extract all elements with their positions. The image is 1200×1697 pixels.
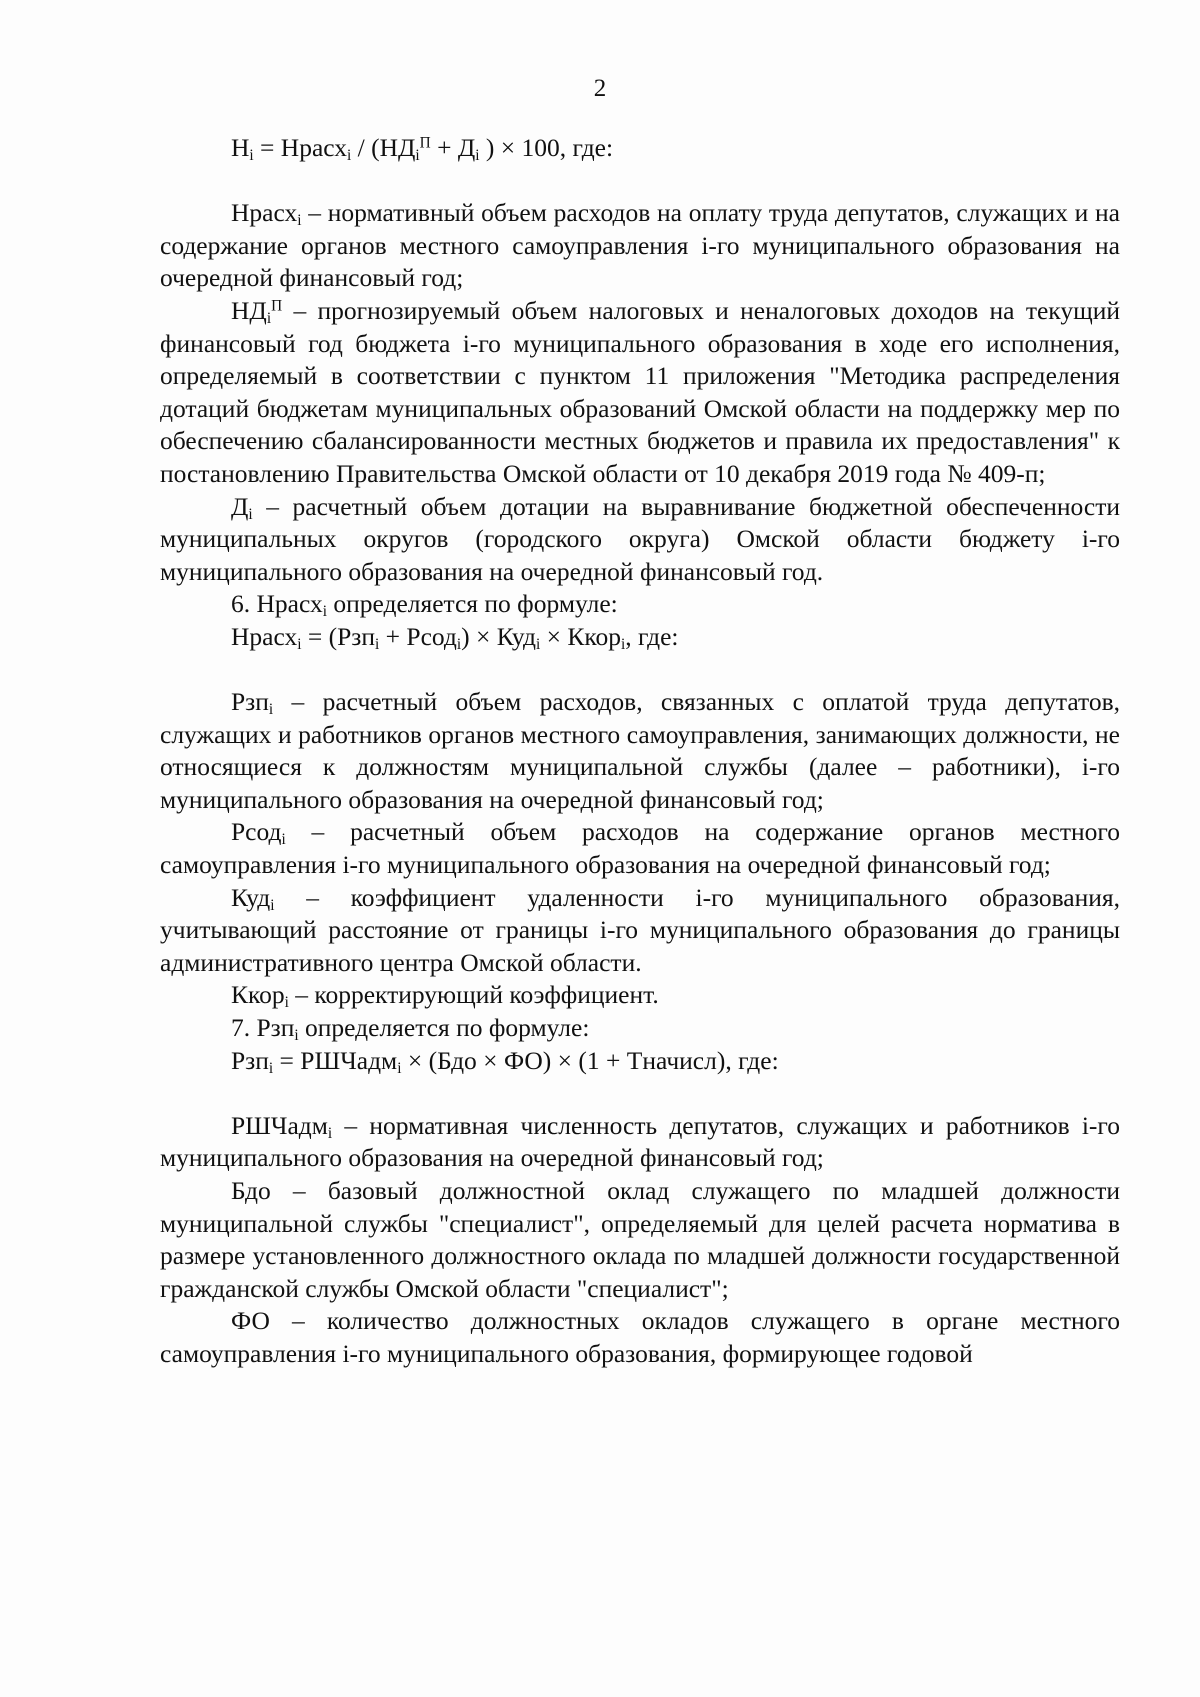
paragraph: 7. Рзп$_i$ определяется по формуле: bbox=[231, 1013, 590, 1044]
paragraph: Ккор$_i$ – корректирующий коэффициент. bbox=[231, 980, 659, 1012]
paragraph: Рсод$_i$ – расчетный объем расходов на содержание органов местного самоуправления i-го муниципального образования на очередной финансовый год; bbox=[160, 817, 1120, 880]
paragraph: ФО – количество должностных окладов служащего в органе местного самоуправления i-го муниципального образования, формирующее годовой bbox=[160, 1306, 1120, 1368]
paragraph: Нрасх$_i$ – нормативный объем расходов на оплату труда депутатов, служащих и на содержание органов местного самоуправления i-го муниципального образования на очередной финансовый год; bbox=[160, 198, 1120, 293]
paragraph: $Д_i$ – расчетный объем дотации на выравнивание бюджетной обеспеченности муниципальных округов (городского округа) Омской области бюджету i-го муниципального образования на очередной финансовый год. bbox=[160, 491, 1120, 586]
paragraph: 6. Нрасх$_i$ определяется по формуле: bbox=[231, 589, 618, 621]
paragraph: РШЧадм$_i$ – нормативная численность депутатов, служащих и работников i-го муниципального образования на очередной финансовый год; bbox=[160, 1110, 1120, 1173]
paragraph: $НД_i^П$ – прогнозируемый объем налоговых и неналоговых доходов на текущий финансовый год бюджета i-го муниципального образования в ходе его исполнения, определяемый в соответствии с пунктом 11 приложения "Методика распределения дотаций бюджетам муниципальных образований Омской области на поддержку мер по обеспечению сбалансированности местных бюджетов и правила их предоставления" к постановлению Правительства Омской области от 10 декабря 2019 года № 409-п; bbox=[160, 295, 1120, 488]
paragraph: Рзп$_i$ – расчетный объем расходов, связанных с оплатой труда депутатов, служащих и работников органов местного самоуправления, занимающих должности, не относящиеся к должностям муниципальной службы (далее – работники), i-го муниципального образования на очередной финансовый год; bbox=[160, 687, 1120, 814]
formula-line: Нрасх$_i$ = (Рзп$_i$ + Рсод$_i$) × Куд$_i$ × Ккор$_i$, где: bbox=[231, 621, 679, 653]
formula-line: $Н_i$ = Нрасх$_i$ / ($НД_i^П + Д_i$ ) × 100, где: bbox=[231, 133, 614, 164]
formula-line: Рзп$_i$ = РШЧадм$_i$ × (Бдо × ФО) × (1 + Тначисл), где: bbox=[231, 1045, 779, 1077]
paragraph: Бдо – базовый должностной оклад служащего по младшей должности муниципальной службы "специалист", определяемый для целей расчета норматива в размере установленного должностного оклада по младшей должности государственной гражданской службы Омской области "специалист"; bbox=[160, 1176, 1120, 1303]
document-body bbox=[160, 132, 1120, 1371]
paragraph: Куд$_i$ – коэффициент удаленности i-го муниципального образования, учитывающий расстояние от границы i-го муниципального образования до границы административного центра Омской области. bbox=[160, 882, 1120, 977]
page-number: 2 bbox=[593, 75, 607, 102]
